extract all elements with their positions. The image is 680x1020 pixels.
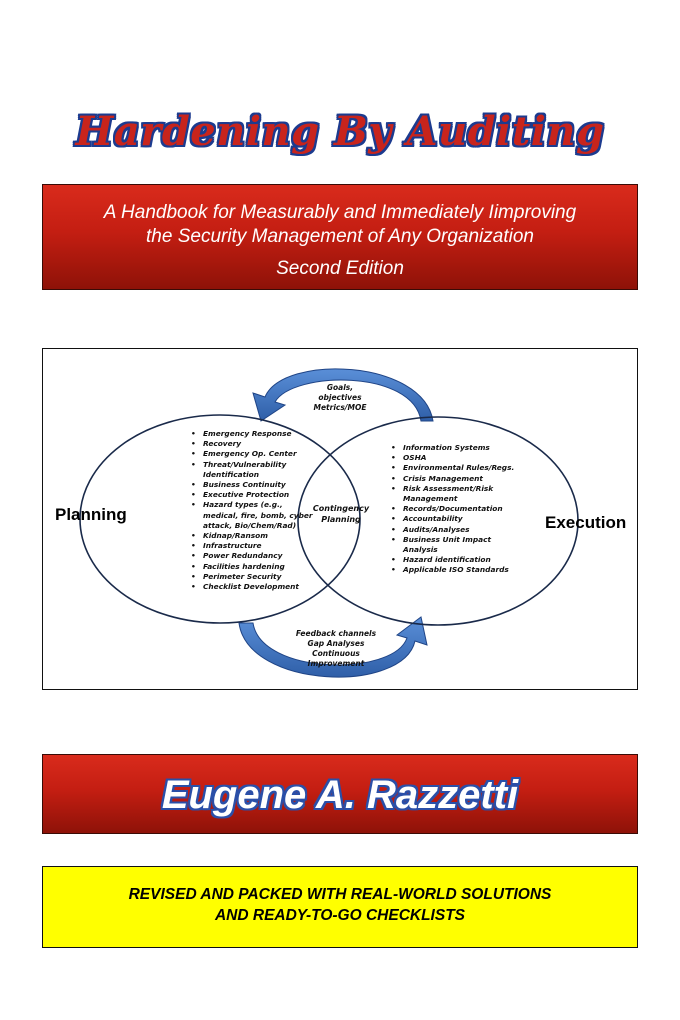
planning-label: Planning [55, 505, 127, 524]
tagline-box [42, 866, 638, 948]
planning-execution-diagram [42, 348, 638, 690]
list-item: • Power Redundancy [191, 551, 315, 561]
list-item: • Business Continuity [191, 480, 315, 490]
planning-item-list [191, 429, 315, 592]
list-item: • Facilities hardening [191, 562, 315, 572]
top-arrow-text [305, 383, 375, 413]
subtitle-line-2: the Security Management of Any Organization [146, 226, 534, 247]
list-item: • OSHA [391, 453, 517, 463]
execution-label: Execution [545, 513, 627, 532]
tagline-line-2: AND READY-TO-GO CHECKLISTS [214, 907, 465, 924]
list-item: • Perimeter Security [191, 572, 315, 582]
list-item: • Environmental Rules/Regs. [391, 463, 517, 473]
list-item: • Business Unit Impact Analysis [391, 535, 517, 555]
list-item: • Hazard identification [391, 555, 517, 565]
list-item: • Accountability [391, 514, 517, 524]
list-item: • Kidnap/Ransom [191, 531, 315, 541]
list-item: • Emergency Op. Center [191, 449, 315, 459]
list-item: • Crisis Management [391, 474, 517, 484]
author-banner [42, 754, 638, 834]
top-arrow-line-2: Metrics/MOE [313, 403, 367, 412]
tagline-line-1: REVISED AND PACKED WITH REAL-WORLD SOLUTIONS [128, 886, 552, 903]
center-line-1: Contingency [312, 504, 370, 513]
bottom-arrow-line: Feedback channels [295, 629, 377, 638]
list-item: • Emergency Response [191, 429, 315, 439]
list-item: • Executive Protection [191, 490, 315, 500]
bottom-arrow-line: Continuous [312, 649, 360, 658]
list-item: • Threat/Vulnerability Identification [191, 460, 315, 480]
list-item: • Recovery [191, 439, 315, 449]
center-text [308, 503, 374, 525]
top-arrow-line-1: Goals, objectives [318, 383, 362, 402]
list-item: • Applicable ISO Standards [391, 565, 517, 575]
subtitle-line-1: A Handbook for Measurably and Immediately Iimproving [103, 202, 577, 223]
subtitle-banner [42, 184, 638, 290]
bottom-arrow-text [291, 629, 381, 669]
list-item: • Audits/Analyses [391, 525, 517, 535]
bottom-arrow-line: Improvement [307, 659, 365, 668]
center-line-2: Planning [321, 515, 361, 524]
bottom-arrow-line: Gap Analyses [307, 639, 365, 648]
list-item: • Checklist Development [191, 582, 315, 592]
author-name: Eugene A. Razzetti [161, 773, 519, 817]
list-item: • Hazard types (e.g., medical, fire, bomb, cyber attack, Bio/Chem/Rad) [191, 500, 315, 531]
list-item: • Records/Documentation [391, 504, 517, 514]
book-title: Hardening By Auditing [75, 108, 605, 155]
edition-label: Second Edition [276, 258, 404, 279]
execution-item-list [391, 443, 517, 576]
list-item: • Risk Assessment/Risk Management [391, 484, 517, 504]
list-item: • Infrastructure [191, 541, 315, 551]
list-item: • Information Systems [391, 443, 517, 453]
